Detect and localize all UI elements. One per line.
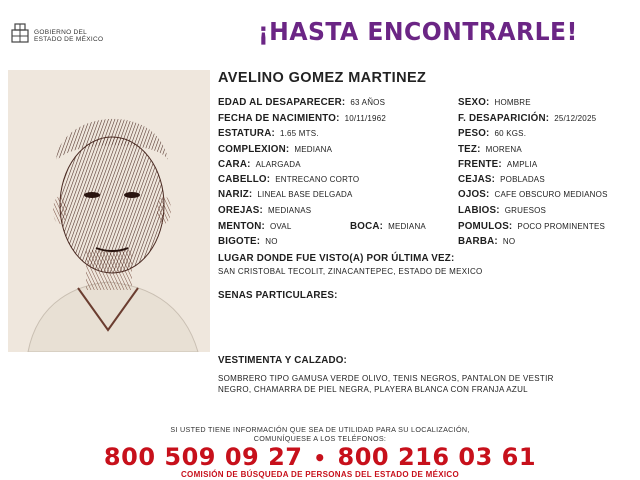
value-cabello: ENTRECANO CORTO <box>275 175 360 184</box>
value-boca: MEDIANA <box>388 222 426 231</box>
field-cejas <box>458 174 545 185</box>
field-cabello <box>218 174 359 185</box>
value-barba: NO <box>502 237 516 246</box>
value-nariz: LINEAL BASE DELGADA <box>257 190 353 199</box>
field-peso <box>458 128 526 139</box>
vestimenta-line2: NEGRO, CHAMARRA DE PIEL NEGRA, PLAYERA BLANCA CON FRANJA AZUL <box>218 385 528 394</box>
state-emblem-icon <box>10 22 30 44</box>
value-edad: 63 AÑOS <box>350 98 386 107</box>
field-cara <box>218 159 301 170</box>
value-labios: GRUESOS <box>504 206 547 215</box>
field-nacimiento <box>218 113 386 124</box>
value-bigote: NO <box>265 237 278 246</box>
label-complexion: COMPLEXION: <box>218 144 290 155</box>
value-peso: 60 KGS. <box>494 129 527 138</box>
field-estatura <box>218 128 319 139</box>
person-name: AVELINO GOMEZ MARTINEZ <box>218 70 427 86</box>
field-menton <box>218 221 292 232</box>
contact-info-line2: COMUNÍQUESE A LOS TELÉFONOS: <box>253 434 387 443</box>
label-edad: EDAD AL DESAPARECER: <box>218 97 346 108</box>
field-frente <box>458 159 537 170</box>
government-logo <box>10 22 120 48</box>
vestimenta-line1: SOMBRERO TIPO GAMUSA VERDE OLIVO, TENIS NEGROS, PANTALON DE VESTIR <box>218 374 554 383</box>
value-menton: OVAL <box>269 222 292 231</box>
field-orejas <box>218 205 311 216</box>
label-frente: FRENTE: <box>458 159 502 170</box>
field-boca <box>350 221 426 232</box>
value-desaparicion: 25/12/2025 <box>554 114 597 123</box>
label-ojos: OJOS: <box>458 189 490 200</box>
value-cejas: POBLADAS <box>500 175 545 184</box>
lugar-value: SAN CRISTOBAL TECOLIT, ZINACANTEPEC, ESTADO DE MEXICO <box>218 267 483 276</box>
value-tez: MORENA <box>485 145 522 154</box>
label-boca: BOCA: <box>350 221 384 232</box>
field-desaparicion <box>458 113 596 124</box>
phone-number-2[interactable]: 800 216 03 61 <box>337 443 537 471</box>
person-portrait <box>8 70 210 352</box>
value-frente: AMPLIA <box>506 160 538 169</box>
field-pomulos <box>458 221 605 232</box>
field-complexion <box>218 144 332 155</box>
field-bigote <box>218 236 278 247</box>
commission-name: COMISIÓN DE BÚSQUEDA DE PERSONAS DEL ESTADO DE MÉXICO <box>180 470 459 479</box>
contact-info-line1: SI USTED TIENE INFORMACIÓN QUE SEA DE UTILIDAD PARA SU LOCALIZACIÓN, <box>170 425 470 434</box>
field-edad <box>218 97 385 108</box>
headline: ¡HASTA ENCONTRARLE! <box>258 17 578 46</box>
value-sexo: HOMBRE <box>494 98 531 107</box>
senas-label: SENAS PARTICULARES: <box>218 290 338 301</box>
label-estatura: ESTATURA: <box>218 128 275 139</box>
field-tez <box>458 144 522 155</box>
field-labios <box>458 205 546 216</box>
label-pomulos: POMULOS: <box>458 221 513 232</box>
field-nariz <box>218 189 353 200</box>
field-barba <box>458 236 515 247</box>
label-desaparicion: F. DESAPARICIÓN: <box>458 113 550 124</box>
label-barba: BARBA: <box>458 236 498 247</box>
field-ojos <box>458 189 608 200</box>
label-cejas: CEJAS: <box>458 174 496 185</box>
label-nacimiento: FECHA DE NACIMIENTO: <box>218 113 340 124</box>
lugar-label: LUGAR DONDE FUE VISTO(A) POR ÚLTIMA VEZ: <box>218 253 455 264</box>
label-bigote: BIGOTE: <box>218 236 261 247</box>
label-orejas: OREJAS: <box>218 205 263 216</box>
label-nariz: NARIZ: <box>218 189 253 200</box>
phone-numbers <box>0 443 640 471</box>
label-sexo: SEXO: <box>458 97 490 108</box>
value-pomulos: POCO PROMINENTES <box>517 222 606 231</box>
phone-number-1[interactable]: 800 509 09 27 <box>103 443 303 471</box>
value-complexion: MEDIANA <box>294 145 333 154</box>
value-nacimiento: 10/11/1962 <box>344 114 387 123</box>
vestimenta-label: VESTIMENTA Y CALZADO: <box>218 355 348 366</box>
value-ojos: CAFE OBSCURO MEDIANOS <box>494 190 608 199</box>
value-cara: ALARGADA <box>255 160 301 169</box>
label-cabello: CABELLO: <box>218 174 271 185</box>
logo-text-line2: ESTADO DE MÉXICO <box>34 36 104 43</box>
label-labios: LABIOS: <box>458 205 500 216</box>
field-sexo <box>458 97 531 108</box>
logo-text-line1: GOBIERNO DEL <box>34 29 88 36</box>
value-estatura: 1.65 MTS. <box>279 129 319 138</box>
label-menton: MENTON: <box>218 221 265 232</box>
label-cara: CARA: <box>218 159 251 170</box>
phone-separator: • <box>313 446 327 470</box>
missing-person-photo <box>8 70 210 352</box>
label-tez: TEZ: <box>458 144 481 155</box>
label-peso: PESO: <box>458 128 490 139</box>
value-orejas: MEDIANAS <box>267 206 312 215</box>
